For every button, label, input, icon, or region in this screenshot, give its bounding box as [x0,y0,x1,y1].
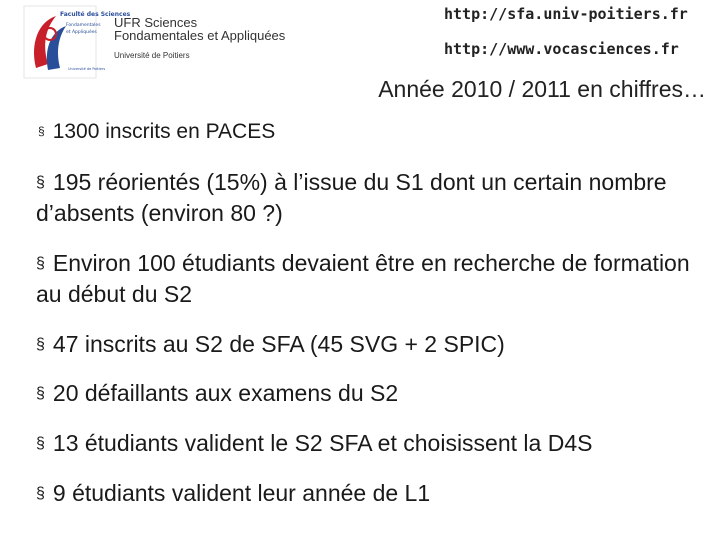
bullet-text: 195 réorientés (15%) à l’issue du S1 dont un certain nombre d’absents (environ 80 ?) [36,169,667,226]
list-item [36,248,696,309]
url-sfa[interactable]: http://sfa.univ-poitiers.fr [444,5,688,23]
bullet-text: Environ 100 étudiants devaient être en recherche de formation au début du S2 [36,250,690,307]
ufr-line-2: Fondamentales et Appliquées [114,28,286,43]
bullet-marker: § [36,255,45,272]
bullet-marker: § [36,485,45,502]
list-item [36,167,696,228]
ufr-name [114,16,314,62]
bullet-marker: § [38,124,45,138]
bullet-marker: § [36,385,45,402]
faculty-logo-icon [22,4,131,80]
url-vocasciences[interactable]: http://www.vocasciences.fr [444,40,679,58]
ufr-line-1: UFR Sciences [114,15,198,30]
bullet-text: 13 étudiants valident le S2 SFA et choisissent la D4S [52,430,593,456]
list-item [36,116,696,147]
faculty-logo [22,4,131,80]
list-item [36,428,696,459]
bullet-list [36,116,696,509]
slide-title: Année 2010 / 2011 en chiffres… [378,76,706,102]
list-item [36,329,696,360]
bullet-text: 20 défaillants aux examens du S2 [52,380,399,406]
list-item [36,478,696,509]
logo-text-line3: et Appliquées [66,30,97,35]
bullet-text: 47 inscrits au S2 de SFA (45 SVG + 2 SPIC) [52,331,505,357]
bullet-marker: § [36,435,45,452]
logo-text-line2: Fondamentales [66,23,101,28]
bullet-marker: § [36,336,45,353]
logo-text-line4: Université de Poitiers [68,67,106,71]
bullet-text: 9 étudiants valident leur année de L1 [52,480,431,506]
bullet-text: 1300 inscrits en PACES [52,120,276,143]
logo-text-line1: Faculté des Sciences [60,11,131,18]
bullet-marker: § [36,174,45,191]
header-urls [444,6,688,58]
university-name: Université de Poitiers [114,51,190,60]
list-item [36,378,696,409]
